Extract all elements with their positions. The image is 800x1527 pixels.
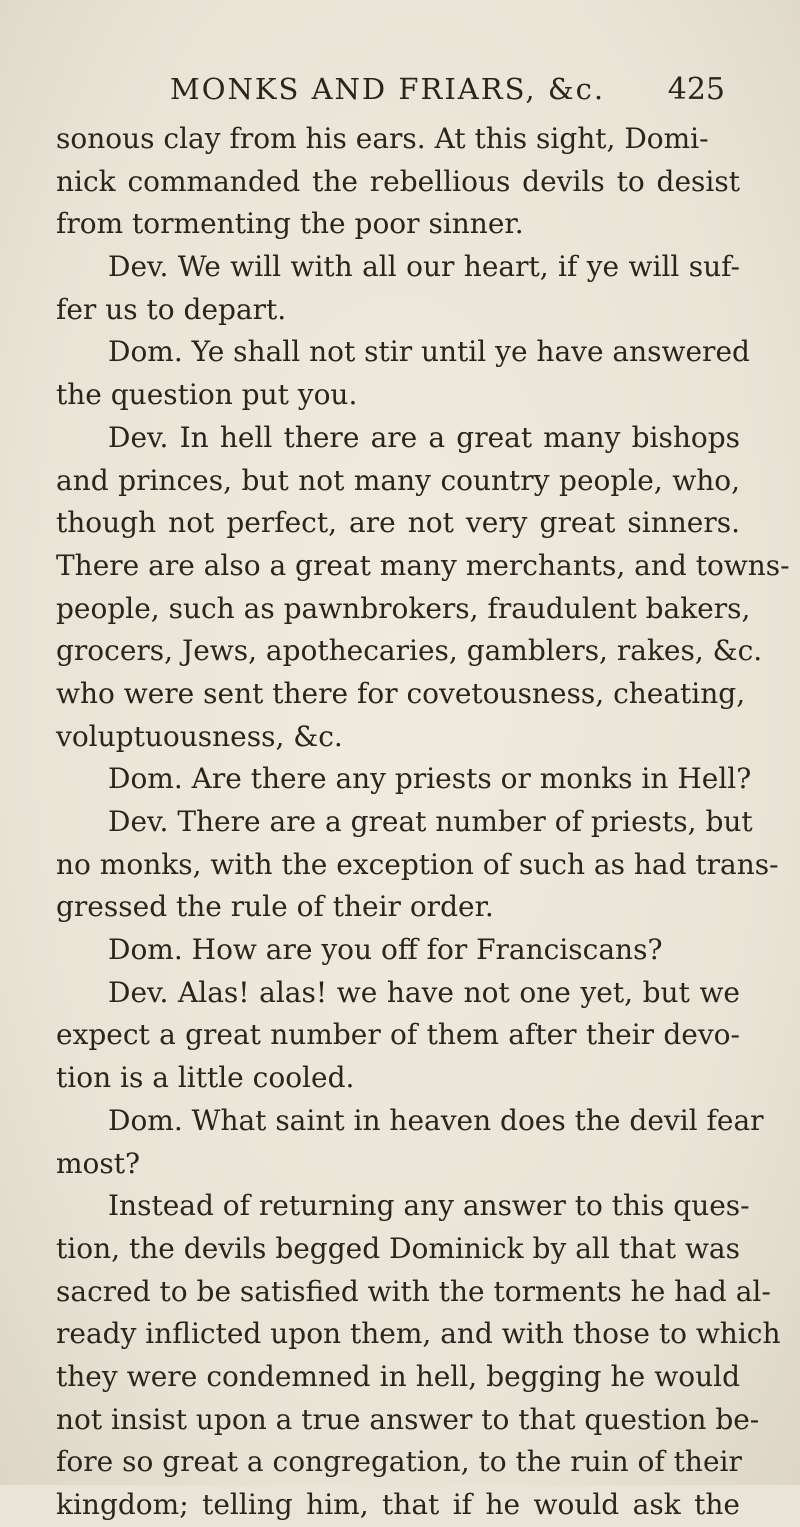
text-line: Dev. In hell there are a great many bishops — [108, 420, 740, 454]
page-number: 425 — [667, 72, 725, 107]
text-line: who were sent there for covetousness, cheating, — [56, 676, 746, 710]
text-line: Dom. How are you off for Franciscans? — [108, 933, 663, 967]
text-line: and princes, but not many country people, who, — [56, 463, 740, 497]
text-line: fore so great a congregation, to the ruin of their — [56, 1445, 742, 1479]
text-line: they were condemned in hell, begging he would — [56, 1359, 740, 1393]
text-line: tion, the devils begged Dominick by all that was — [56, 1231, 740, 1265]
running-title: MONKS AND FRIARS, &c. — [170, 72, 606, 106]
text-line: though not perfect, are not very great sinners. — [56, 506, 740, 540]
text-line: gressed the rule of their order. — [56, 890, 494, 924]
text-line: people, such as pawnbrokers, fraudulent bakers, — [56, 591, 751, 625]
text-line: fer us to depart. — [56, 292, 287, 326]
text-line: Dev. There are a great number of priests, but — [108, 805, 753, 838]
text-line: Dom. What saint in heaven does the devil fear — [108, 1103, 764, 1137]
text-line: Dom. Ye shall not stir until ye have answered — [108, 335, 750, 369]
text-line: There are also a great many merchants, and towns- — [56, 548, 790, 582]
running-head — [150, 72, 725, 122]
text-line: voluptuousness, &c. — [56, 719, 343, 753]
text-line: grocers, Jews, apothecaries, gamblers, rakes, &c. — [56, 634, 763, 668]
text-line: Dev. Alas! alas! we have not one yet, but we — [108, 975, 740, 1009]
text-line: Dom. Are there any priests or monks in Hell? — [108, 762, 752, 796]
text-line: ready inflicted upon them, and with those to which — [56, 1317, 781, 1351]
text-line: sonous clay from his ears. At this sight, Domi- — [56, 122, 709, 155]
text-line: Dev. We will with all our heart, if ye will suf- — [108, 250, 740, 284]
text-line: the question put you. — [56, 378, 358, 412]
text-line: from tormenting the poor sinner. — [56, 207, 524, 241]
text-line: nick commanded the rebellious devils to desist — [56, 164, 740, 198]
text-line: most? — [56, 1146, 141, 1180]
body-text — [56, 118, 790, 1527]
text-line: expect a great number of them after their devo- — [56, 1018, 740, 1052]
text-line: no monks, with the exception of such as had trans- — [56, 847, 779, 881]
text-line: tion is a little cooled. — [56, 1061, 355, 1095]
text-line: Instead of returning any answer to this ques- — [108, 1189, 750, 1223]
text-line: not insist upon a true answer to that question be- — [56, 1402, 760, 1436]
text-line: sacred to be satisfied with the torments he had al- — [56, 1274, 771, 1308]
text-line: kingdom; telling him, that if he would ask the — [56, 1488, 740, 1521]
